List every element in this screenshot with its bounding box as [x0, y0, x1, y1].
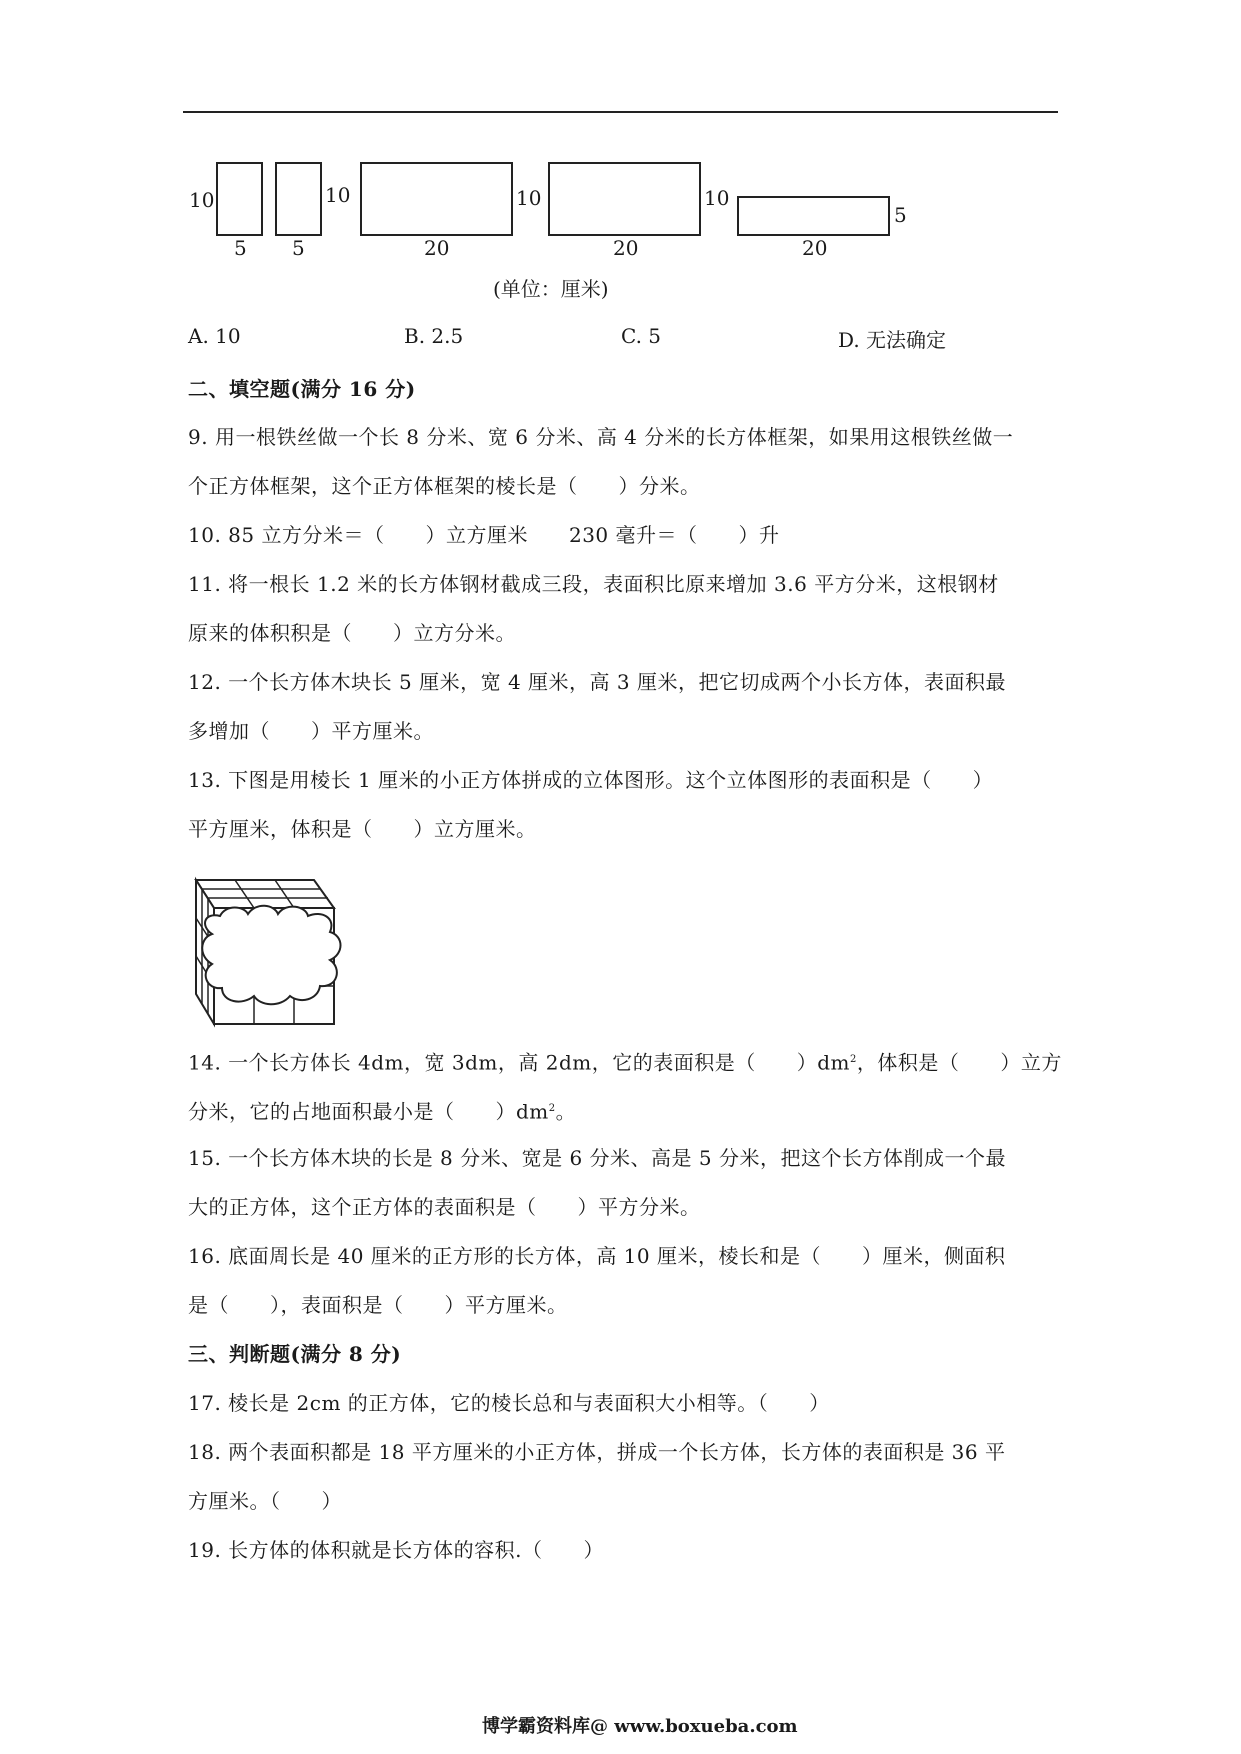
q14-text-b: ，体积是（ ）立方	[856, 1050, 1062, 1075]
q14-text-a: 14. 一个长方体长 4dm，宽 3dm，高 2dm，它的表面积是（ ）dm	[188, 1050, 850, 1075]
rect-5-width: 20	[802, 236, 828, 260]
rect-5-height: 5	[894, 203, 907, 227]
q14-line-2: 分米，它的占地面积最小是（ ）$dm^2$。	[188, 1099, 577, 1124]
q12-line-1: 12. 一个长方体木块长 5 厘米，宽 4 厘米，高 3 厘米，把它切成两个小长方体，表面积最	[188, 670, 1006, 694]
rect-2-height: 10	[325, 183, 351, 207]
q14-text-c: 分米，它的占地面积最小是（ ）dm	[188, 1099, 549, 1124]
q10-line: 10. 85 立方分米＝（ ）立方厘米 230 毫升＝（ ）升	[188, 523, 780, 547]
q13-line-1: 13. 下图是用棱长 1 厘米的小正方体拼成的立体图形。这个立体图形的表面积是（ ）	[188, 768, 994, 792]
section-3-title: 三、判断题(满分 8 分)	[188, 1342, 402, 1366]
figure-caption: (单位：厘米)	[493, 277, 609, 301]
rect-3	[361, 163, 512, 235]
q16-line-1: 16. 底面周长是 40 厘米的正方形的长方体，高 10 厘米，棱长和是（ ）厘米，侧面积	[188, 1244, 1006, 1268]
cube-figure	[192, 876, 362, 1028]
q11-line-1: 11. 将一根长 1.2 米的长方体钢材截成三段，表面积比原来增加 3.6 平方分米，这根钢材	[188, 572, 999, 596]
option-c: C. 5	[621, 324, 662, 348]
rectangles-figure	[183, 150, 943, 260]
rect-1-width: 5	[234, 236, 247, 260]
rect-3-width: 20	[424, 236, 450, 260]
rect-4-width: 20	[613, 236, 639, 260]
footer-watermark: 博学霸资料库@ www.boxueba.com	[482, 1716, 798, 1737]
rect-3-height: 10	[516, 186, 542, 210]
q14-superscript-1: 2	[849, 1054, 857, 1065]
rect-2-width: 5	[292, 236, 305, 260]
q15-line-2: 大的正方体，这个正方体的表面积是（ ）平方分米。	[188, 1195, 701, 1219]
rect-5	[738, 197, 889, 235]
q15-line-1: 15. 一个长方体木块的长是 8 分米、宽是 6 分米、高是 5 分米，把这个长方体削成一个最	[188, 1146, 1006, 1170]
rect-1	[217, 163, 262, 235]
rect-4-height: 10	[704, 186, 730, 210]
rect-2	[276, 163, 321, 235]
q12-line-2: 多增加（ ）平方厘米。	[188, 719, 434, 743]
cloud-cover	[202, 906, 340, 1005]
option-b: B. 2.5	[404, 324, 464, 348]
option-a: A. 10	[188, 324, 241, 348]
section-2-title: 二、填空题(满分 16 分)	[188, 377, 416, 401]
header-rule	[183, 111, 1058, 113]
rect-1-height: 10	[189, 188, 215, 212]
q13-line-2: 平方厘米，体积是（ ）立方厘米。	[188, 817, 537, 841]
q16-line-2: 是（ ），表面积是（ ）平方厘米。	[188, 1293, 568, 1317]
q17-line: 17. 棱长是 2cm 的正方体，它的棱长总和与表面积大小相等。（ ）	[188, 1391, 830, 1415]
q9-line-2: 个正方体框架，这个正方体框架的棱长是（ ）分米。	[188, 474, 701, 498]
q14-line-1	[188, 1046, 1062, 1077]
q11-line-2: 原来的体积积是（ ）立方分米。	[188, 621, 516, 645]
q18-line-2: 方厘米。（ ）	[188, 1489, 342, 1513]
cube-top-face	[196, 880, 334, 908]
q18-line-1: 18. 两个表面积都是 18 平方厘米的小正方体，拼成一个长方体，长方体的表面积是 36 平	[188, 1440, 1006, 1464]
q9-line-1: 9. 用一根铁丝做一个长 8 分米、宽 6 分米、高 4 分米的长方体框架，如果用这根铁丝做一	[188, 425, 1014, 449]
q14-superscript-2: 2	[548, 1103, 556, 1114]
rect-4	[549, 163, 700, 235]
q19-line: 19. 长方体的体积就是长方体的容积.（ ）	[188, 1538, 605, 1562]
option-d: D. 无法确定	[838, 328, 947, 352]
